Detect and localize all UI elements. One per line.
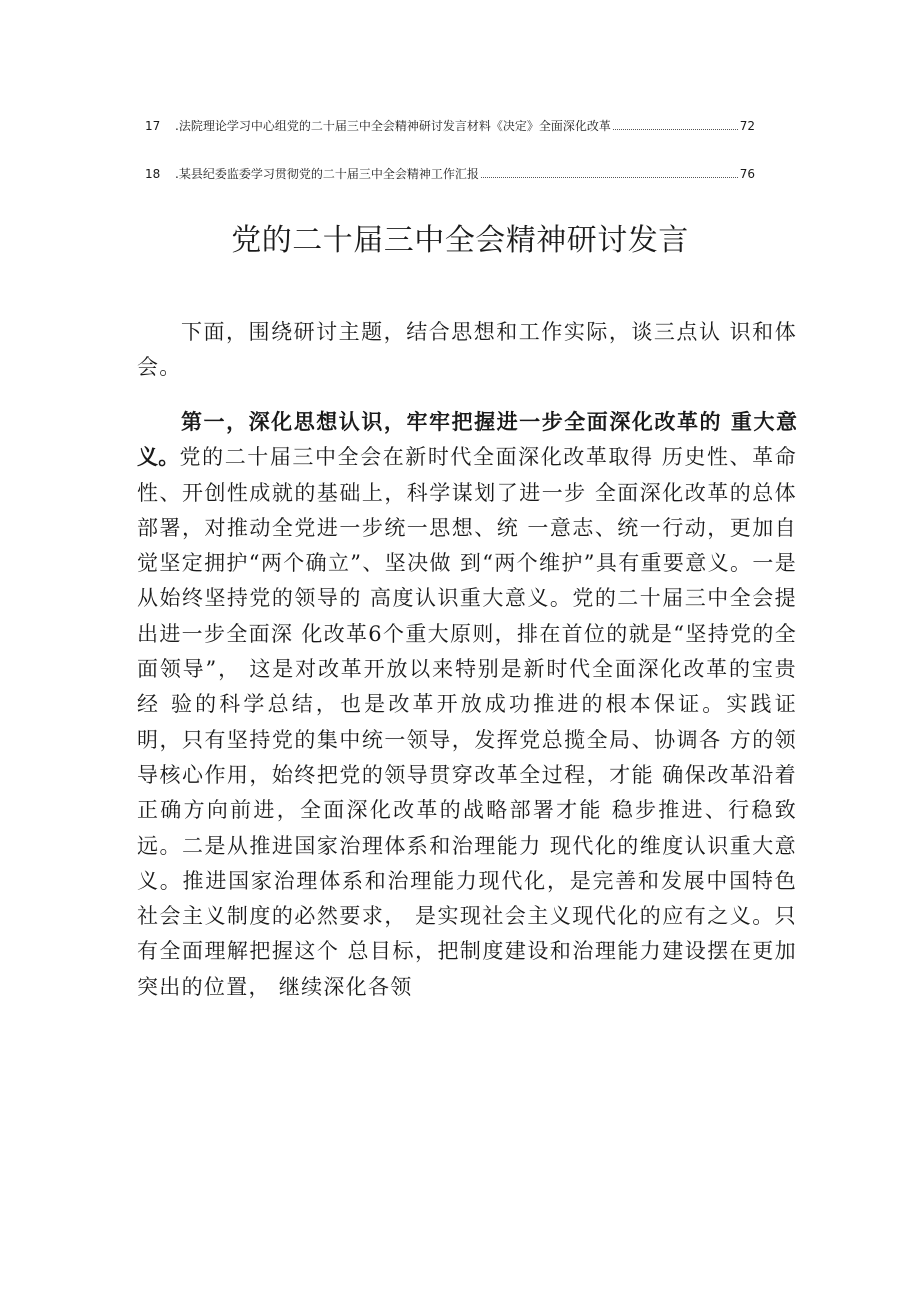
document-title: 党的二十届三中全会精神研讨发言 xyxy=(231,223,689,258)
toc-entry-page: 76 xyxy=(739,167,755,181)
toc-entry-title: .某县纪委监委学习贯彻党的二十届三中全会精神工作汇报 xyxy=(175,167,479,181)
toc-entry-number: 18 xyxy=(145,167,161,181)
toc-entry-title: .法院理论学习中心组党的二十届三中全会精神研讨发言材料《决定》全面深化改革 xyxy=(175,119,611,133)
toc-leader-dots xyxy=(613,128,738,130)
point-one-heading: 第一，深化思想认识，牢牢把握进一步全面深化改革的 重大意义。 xyxy=(137,410,797,470)
toc-entry[interactable] xyxy=(145,166,755,182)
toc-entry[interactable] xyxy=(145,118,755,134)
toc-entry-number: 17 xyxy=(145,119,161,133)
toc-leader-dots xyxy=(481,176,738,178)
intro-paragraph: 下面，围绕研讨主题，结合思想和工作实际，谈三点认 识和体会。 xyxy=(137,320,797,380)
toc-entry-page: 72 xyxy=(739,119,755,133)
point-one-body: 党的二十届三中全会在新时代全面深化改革取得 历史性、革命性、开创性成就的基础上，科学谋划了进一步 全面深化改革的总体部署，对推动全党进一步统一思想、统 一意志、统一行动，更加自觉坚定拥护“两个确立”、坚决做 到“两个维护”具有重要意义。一是从始终坚持党的领导的 高度认识重大意义。党的二十届三中全会提出进一步全面深 化改革6个重大原则，排在首位的就是“坚持党的全面领导”， 这是对改革开放以来特别是新时代全面深化改革的宝贵经 验的科学总结，也是改革开放成功推进的根本保证。实践证 明，只有坚持党的集中统一领导，发挥党总揽全局、协调各 方的领导核心作用，始终把党的领导贯穿改革全过程，才能 确保改革沿着正确方向前进，全面深化改革的战略部署才能 稳步推进、行稳致远。二是从推进国家治理体系和治理能力 现代化的维度认识重大意义。推进国家治理体系和治理能力现代化，是完善和发展中国特色社会主义制度的必然要求， 是实现社会主义现代化的应有之义。只有全面理解把握这个 总目标，把制度建设和治理能力建设摆在更加突出的位置， 继续深化各领 xyxy=(137,445,797,999)
point-one-paragraph xyxy=(137,405,797,1005)
